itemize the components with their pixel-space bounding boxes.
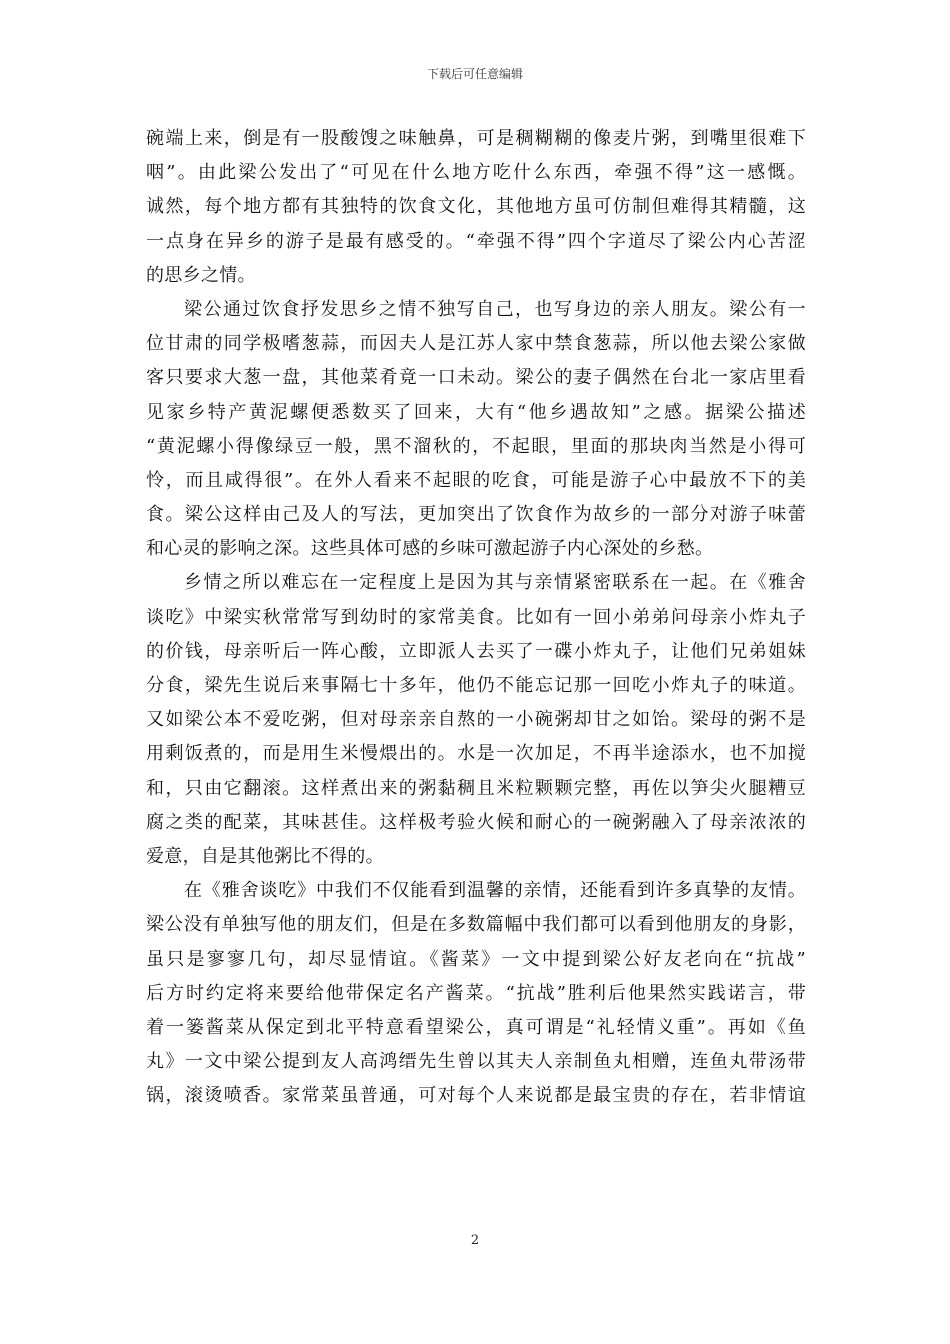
document-body <box>146 122 806 1113</box>
text-line: 爱意，自是其他粥比不得的。 <box>146 845 384 867</box>
text-line: 食。梁公这样由己及人的写法，更加突出了饮食作为故乡的一部分对游子味蕾 <box>146 504 806 526</box>
text-line: 咽”。由此梁公发出了“可见在什么地方吃什么东西，牵强不得”这一感慨。 <box>146 162 806 184</box>
text-line: 丸》一文中梁公提到友人高鸿缙先生曾以其夫人亲制鱼丸相赠，连鱼丸带汤带 <box>146 1051 806 1073</box>
text-line: 诚然，每个地方都有其独特的饮食文化，其他地方虽可仿制但难得其精髓，这 <box>146 196 806 218</box>
text-line: 和，只由它翻滚。这样煮出来的粥黏稠且米粒颗颗完整，再佐以笋尖火腿糟豆 <box>146 777 806 799</box>
text-line: 用剩饭煮的，而是用生米慢煨出的。水是一次加足，不再半途添水，也不加搅 <box>146 743 806 765</box>
text-line: 分食，梁先生说后来事隔七十多年，他仍不能忘记那一回吃小炸丸子的味道。 <box>146 675 806 696</box>
text-line: 腐之类的配菜，其味甚佳。这样极考验火候和耐心的一碗粥融入了母亲浓浓的 <box>146 811 806 833</box>
text-line: 的价钱，母亲听后一阵心酸，立即派人去买了一碟小炸丸子，让他们兄弟姐妹 <box>146 640 806 662</box>
text-line: 和心灵的影响之深。这些具体可感的乡味可激起游子内心深处的乡愁。 <box>146 538 714 560</box>
text-line: 的思乡之情。 <box>146 264 256 286</box>
text-line: 乡情之所以难忘在一定程度上是因为其与亲情紧密联系在一起。在《雅舍 <box>184 572 806 594</box>
text-line: 在《雅舍谈吃》中我们不仅能看到温馨的亲情，还能看到许多真挚的友情。 <box>184 880 806 902</box>
text-line: 梁公通过饮食抒发思乡之情不独写自己，也写身边的亲人朋友。梁公有一 <box>184 298 806 320</box>
text-line: 着一篓酱菜从保定到北平特意看望梁公，真可谓是“礼轻情义重”。再如《鱼 <box>146 1016 806 1038</box>
text-line: 怜，而且咸得很”。在外人看来不起眼的吃食，可能是游子心中最放不下的美 <box>146 469 806 491</box>
text-line: 一点身在异乡的游子是最有感受的。“牵强不得”四个字道尽了梁公内心苦涩 <box>146 230 806 252</box>
text-line: 后方时约定将来要给他带保定名产酱菜。“抗战”胜利后他果然实践诺言，带 <box>146 982 806 1004</box>
text-line: 见家乡特产黄泥螺便悉数买了回来，大有“他乡遇故知”之感。据梁公描述 <box>146 401 806 423</box>
text-line: 位甘肃的同学极嗜葱蒜，而因夫人是江苏人家中禁食葱蒜，所以他去梁公家做 <box>146 333 806 355</box>
text-line: 谈吃》中梁实秋常常写到幼时的家常美食。比如有一回小弟弟问母亲小炸丸子 <box>146 606 806 628</box>
text-line: 梁公没有单独写他的朋友们，但是在多数篇幅中我们都可以看到他朋友的身影， <box>146 914 806 936</box>
text-line: 客只要求大葱一盘，其他菜肴竟一口未动。梁公的妻子偶然在台北一家店里看 <box>146 367 806 389</box>
page-header: 下载后可任意编辑 <box>426 67 523 81</box>
text-line: 碗端上来，倒是有一股酸馊之味触鼻，可是稠糊糊的像麦片粥，到嘴里很难下 <box>146 128 806 149</box>
page-number: 2 <box>470 1233 480 1248</box>
text-line: 锅，滚烫喷香。家常菜虽普通，可对每个人来说都是最宝贵的存在，若非情谊 <box>146 1085 806 1107</box>
text-line: 又如梁公本不爱吃粥，但对母亲亲自熬的一小碗粥却甘之如饴。梁母的粥不是 <box>146 709 806 731</box>
text-line: “黄泥螺小得像绿豆一般，黑不溜秋的，不起眼，里面的那块肉当然是小得可 <box>146 435 806 457</box>
text-line: 虽只是寥寥几句，却尽显情谊。《酱菜》一文中提到梁公好友老向在“抗战” <box>146 948 806 970</box>
